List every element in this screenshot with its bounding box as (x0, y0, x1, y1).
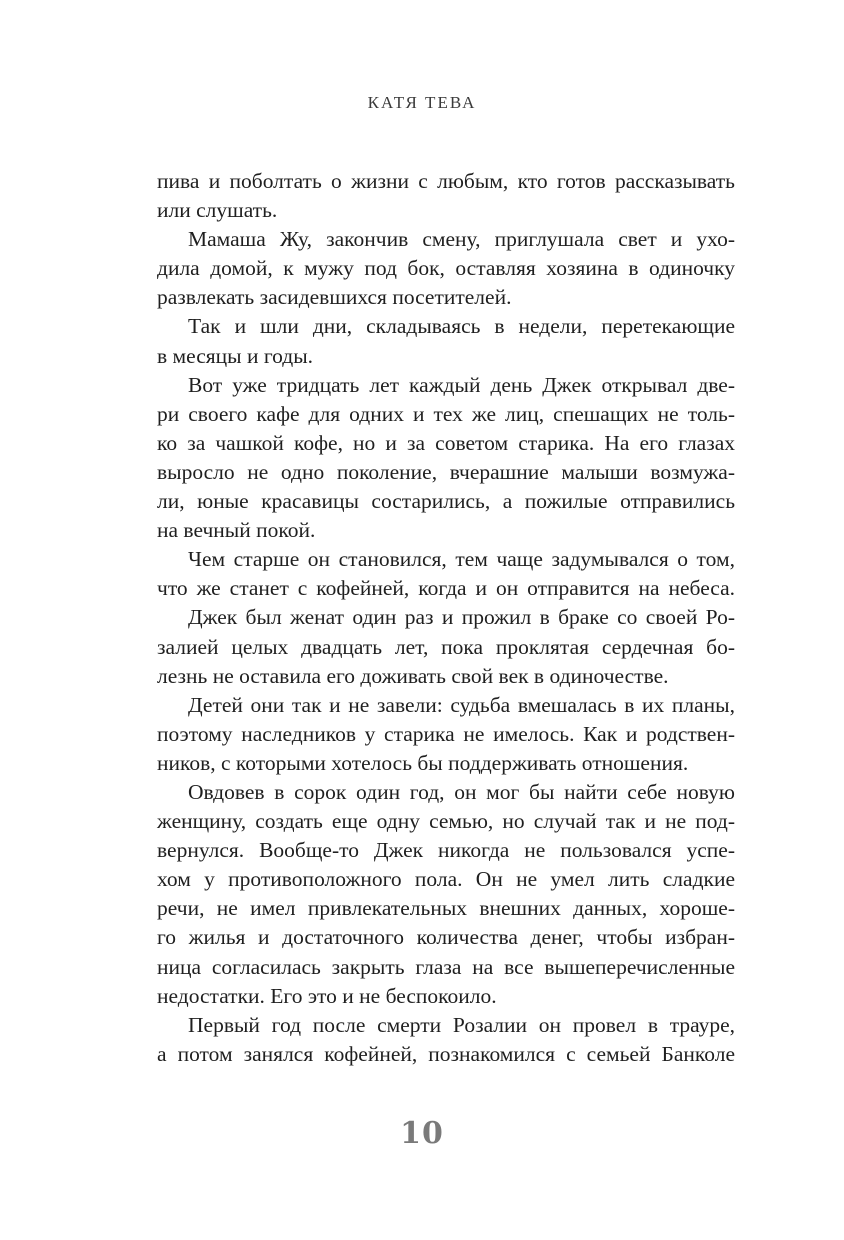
text-line: Овдовев в сорок один год, он мог бы найти себе новую (188, 779, 735, 804)
text-line: на вечный покой. (157, 518, 316, 543)
text-line: Первый год после смерти Розалии он провел в трауре, (188, 1012, 735, 1037)
text-line: Вот уже тридцать лет каждый день Джек открывал две- (188, 372, 735, 397)
text-line: что же станет с кофейней, когда и он отправится на небеса. (157, 576, 735, 601)
text-line: ли, юные красавицы состарились, а пожилые отправились (157, 489, 735, 514)
text-line: Так и шли дни, складываясь в недели, перетекающие (188, 314, 735, 339)
text-line: вернулся. Вообще-то Джек никогда не пользовался успе- (157, 838, 735, 863)
text-line: Чем старше он становился, тем чаще задумывался о том, (188, 547, 735, 572)
text-line: дила домой, к мужу под бок, оставляя хозяина в одиночку (157, 256, 735, 281)
text-line: поэтому наследников у старика не имелось. Как и родствен- (157, 721, 735, 746)
text-line: Детей они так и не завели: судьба вмешалась в их планы, (188, 692, 735, 717)
text-line: развлекать засидевшихся посетителей. (157, 285, 512, 310)
text-line: женщину, создать еще одну семью, но случай так и не под- (157, 809, 735, 834)
text-line: выросло не одно поколение, вчерашние малыши возмужа- (157, 459, 735, 484)
text-line: речи, не имел привлекательных внешних данных, хороше- (157, 896, 735, 921)
text-line: недостатки. Его это и не беспокоило. (157, 983, 497, 1008)
running-head-author: КАТЯ ТЕВА (367, 93, 477, 112)
text-line: лезнь не оставила его доживать свой век в одиночестве. (157, 663, 669, 688)
text-line: а потом занялся кофейней, познакомился с семьей Банколе (157, 1041, 735, 1066)
text-line: пива и поболтать о жизни с любым, кто готов рассказывать (157, 169, 735, 193)
text-line: ница согласилась закрыть глаза на все вышеперечисленные (157, 954, 735, 979)
text-line: хом у противоположного пола. Он не умел лить сладкие (157, 867, 735, 892)
text-line: ников, с которыми хотелось бы поддерживать отношения. (157, 750, 689, 775)
page-number: 10 (400, 1116, 444, 1151)
text-line: или слушать. (157, 198, 278, 223)
text-line: Джек был женат один раз и прожил в браке со своей Ро- (188, 605, 735, 630)
text-line: ко за чашкой кофе, но и за советом старика. На его глазах (157, 430, 735, 455)
body-text (157, 167, 735, 1069)
text-line: в месяцы и годы. (157, 343, 314, 368)
text-line: ри своего кафе для одних и тех же лиц, спешащих не толь- (157, 401, 735, 426)
text-line: го жилья и достаточного количества денег, чтобы избран- (157, 925, 735, 950)
text-line: Мамаша Жу, закончив смену, приглушала свет и ухо- (188, 227, 735, 252)
text-line: залией целых двадцать лет, пока проклятая сердечная бо- (157, 634, 735, 659)
